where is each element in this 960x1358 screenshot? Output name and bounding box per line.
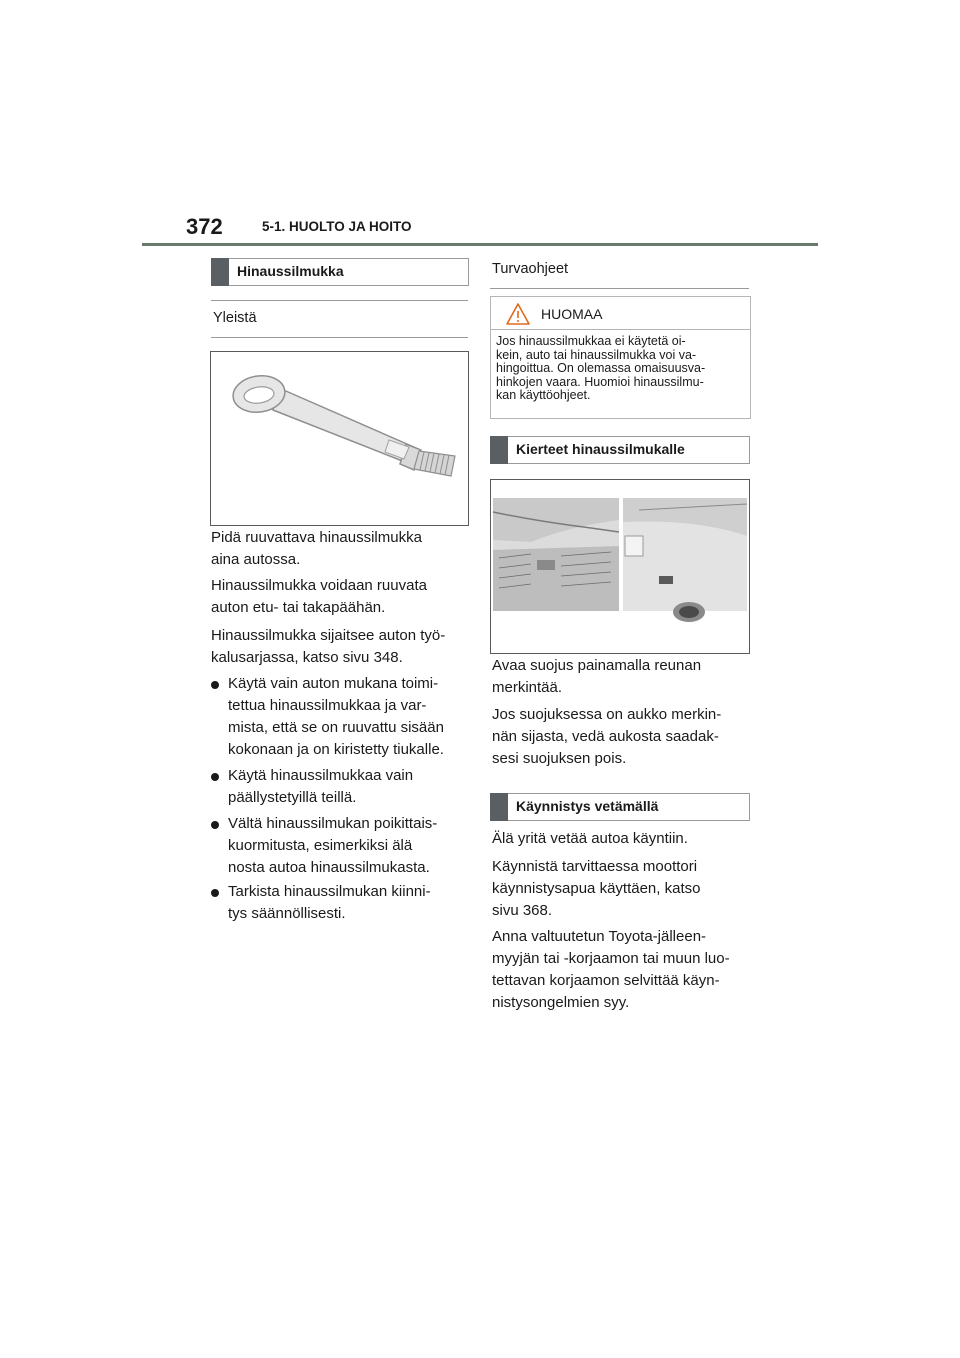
bullet-item — [211, 673, 468, 761]
notice-text: Jos hinaussilmukkaa ei käytetä oi- kein, auto tai hinaussilmukka voi va- hingoittua. On olemassa omaisuusva- hinkojen vaara. Huomioi hinaussilmu- kan käyttöohjeet. — [496, 334, 706, 402]
heading-text: Käynnistys vetämällä — [516, 798, 659, 814]
bullet-text: Tarkista hinaussilmukan kiinni- tys säännöllisesti. — [228, 883, 431, 922]
paragraph: Käynnistä tarvittaessa moottori käynnistysapua käyttäen, katso sivu 368. — [492, 858, 701, 919]
heading-tab — [490, 793, 508, 821]
bumper-cover-icon — [491, 480, 749, 653]
bumper-illustration — [490, 479, 750, 654]
heading-hinaussilmukka — [211, 258, 469, 286]
bullet-text: Käytä vain auton mukana toimi- tettua hinaussilmukkaa ja var- mista, että se on ruuvattu sisään kokonaan ja on kiristetty tiukalle. — [228, 675, 444, 758]
bullet-dot — [211, 773, 219, 781]
heading-tab — [211, 258, 229, 286]
paragraph: Hinaussilmukka voidaan ruuvata auton etu- tai takapäähän. — [211, 577, 427, 616]
paragraph: Pidä ruuvattava hinaussilmukka aina autossa. — [211, 529, 422, 568]
paragraph: Hinaussilmukka sijaitsee auton työ- kalusarjassa, katso sivu 348. — [211, 627, 446, 666]
subheading-text: Yleistä — [213, 310, 257, 326]
bullet-item — [211, 765, 468, 809]
notice-box — [490, 296, 751, 419]
warning-triangle-icon — [505, 302, 531, 326]
heading-text: Hinaussilmukka — [237, 263, 344, 279]
notice-title: HUOMAA — [541, 306, 603, 322]
subheading-text: Turvaohjeet — [492, 261, 569, 277]
bullet-dot — [211, 821, 219, 829]
tow-hook-icon — [211, 352, 468, 525]
subheading-turvaohjeet — [490, 252, 749, 289]
notice-header — [491, 297, 750, 330]
heading-kaynnistys — [490, 793, 750, 821]
paragraph: Avaa suojus painamalla reunan merkintää. — [492, 657, 702, 696]
bullet-item — [211, 881, 468, 925]
subheading-yleista — [211, 300, 468, 338]
paragraph: Älä yritä vetää autoa käyntiin. — [492, 830, 688, 847]
heading-kierteet — [490, 436, 750, 464]
bullet-dot — [211, 681, 219, 689]
bullet-item — [211, 813, 468, 879]
paragraph: Anna valtuutetun Toyota-jälleen- myyjän tai -korjaamon tai muun luo- tettavan korjaamon selvittää käyn- nistysongelmien syy. — [492, 928, 730, 1011]
page-number: 372 — [186, 214, 223, 239]
heading-tab — [490, 436, 508, 464]
section-title: 5-1. HUOLTO JA HOITO — [262, 219, 412, 234]
bullet-text: Käytä hinaussilmukkaa vain päällystetyillä teillä. — [228, 767, 414, 806]
bullet-text: Vältä hinaussilmukan poikittais- kuormitusta, esimerkiksi älä nosta autoa hinaussilmukasta. — [228, 815, 438, 876]
heading-text: Kierteet hinaussilmukalle — [516, 441, 685, 457]
header-divider — [142, 243, 818, 246]
bullet-dot — [211, 889, 219, 897]
paragraph: Jos suojuksessa on aukko merkin- nän sijasta, vedä aukosta saadak- sesi suojuksen pois. — [492, 706, 722, 767]
tow-hook-illustration — [210, 351, 469, 526]
